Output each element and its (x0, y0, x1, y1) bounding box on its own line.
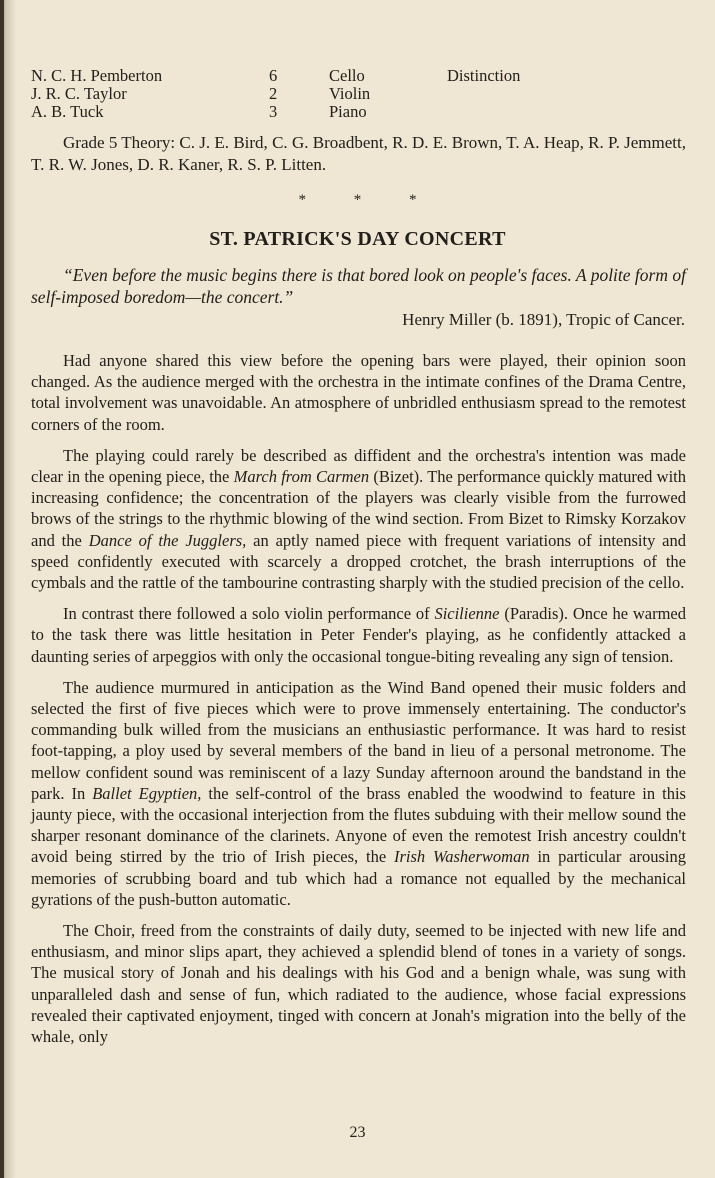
theory-results: Grade 5 Theory: C. J. E. Bird, C. G. Broadbent, R. D. E. Brown, T. A. Heap, R. P. Jemmett, T. R. W. Jones, D. R. Kaner, R. S. P. Litten. (31, 133, 686, 174)
result-row (31, 85, 591, 103)
section-separator: * * * (298, 192, 439, 208)
article-heading: ST. PATRICK'S DAY CONCERT (209, 228, 506, 250)
body-paragraph (31, 603, 686, 667)
exam-results-table (31, 67, 591, 121)
page-spine-shadow (0, 0, 4, 1178)
body-paragraph (31, 445, 686, 593)
epigraph-attribution: Henry Miller (b. 1891), Tropic of Cancer. (402, 310, 685, 329)
italic-title: Sicilienne (434, 604, 500, 624)
grade: 6 (269, 66, 278, 85)
body-paragraph (31, 920, 686, 1047)
body-paragraph (31, 350, 686, 435)
paragraph-text: Had anyone shared this view before the opening bars were played, their opinion soon changed. As the audience merged with the orchestra in the intimate confines of the Drama Centre, total involvement was unavoidable. An atmosphere of unbridled enthusiasm spread to the remotest corners of the room. (31, 351, 686, 434)
page-number: 23 (349, 1124, 366, 1141)
instrument: Piano (329, 102, 367, 121)
article-body (31, 350, 686, 1057)
grade: 2 (269, 84, 278, 103)
paragraph-text: (Paradis). Once he warmed to the task there was little hesitation in Peter Fender's playing, as he confidently attacked a daunting series of arpeggios with only the occasional tongue-biting revealing any sign of tension. (31, 604, 686, 666)
student-name: N. C. H. Pemberton (31, 66, 163, 85)
instrument: Violin (329, 84, 371, 103)
italic-title: Ballet Egyptien, (92, 783, 202, 803)
grade: 3 (269, 102, 278, 121)
paragraph-text: The audience murmured in anticipation as the Wind Band opened their music folders and selected the first of five pieces which were to prove immensely entertaining. The conductor's commanding bulk willed from the musicians an enthusiastic performance. It was hard to resist foot-tapping, a ploy used by several members of the band in lieu of a personal metronome. The mellow confident sound was reminiscent of a lazy Sunday afternoon around the bandstand in the park. In (31, 677, 686, 803)
italic-title: March from Carmen (233, 467, 370, 487)
paragraph-text: The Choir, freed from the constraints of daily duty, seemed to be injected with new life and enthusiasm, and minor slips apart, they achieved a splendid blend of tones in a variety of songs. The musical story of Jonah and his dealings with his God and a benign whale, was sung with unparalleled dash and sense of fun, which radiated to the audience, whose facial expressions revealed their captivated enjoyment, tinged with concern at Jonah's migration into the belly of the whale, only (31, 921, 686, 1047)
paragraph-text: In contrast there followed a solo violin performance of (63, 604, 435, 624)
paragraph-text: The playing could rarely be described as diffident and the orchestra's intention was made clear in the opening piece, the (31, 445, 686, 487)
body-paragraph (31, 677, 686, 910)
result-row (31, 67, 591, 85)
paragraph-text: in particular arousing memories of scrubbing board and tub which had a romance not equalled by the mechanical gyrations of the push-button automatic. (31, 847, 686, 909)
student-name: A. B. Tuck (31, 102, 104, 121)
epigraph-quote: “Even before the music begins there is that bored look on people's faces. A polite form of self-imposed boredom—the concert.” (31, 265, 686, 307)
paragraph-text: the self-control of the brass enabled the woodwind to feature in this jaunty piece, with the occasional interjection from the flutes subduing with their mellow sound the sharper resonant dominance of the clarinets. Anyone of even the remotest Irish ancestry couldn't avoid being stirred by the trio of Irish pieces, the (31, 783, 686, 867)
italic-title: Dance of the Jugglers, (88, 530, 247, 550)
student-name: J. R. C. Taylor (31, 84, 127, 103)
result-row (31, 103, 591, 121)
paragraph-text: an aptly named piece with frequent variations of intensity and speed confidently executed with scarcely a dropped crotchet, the brash interruptions of the cymbals and the rattle of the tambourine contrasting sharply with the studied precision of the cello. (31, 530, 687, 593)
instrument: Cello (329, 66, 365, 85)
distinction: Distinction (447, 66, 521, 85)
paragraph-text: (Bizet). The performance quickly matured with increasing confidence; the concentration of the players was clearly visible from the furrowed brows of the strings to the rhythmic blowing of the wind section. From Bizet to Rimsky Korzakov and the (31, 467, 686, 550)
italic-title: Irish Washerwoman (394, 847, 530, 867)
